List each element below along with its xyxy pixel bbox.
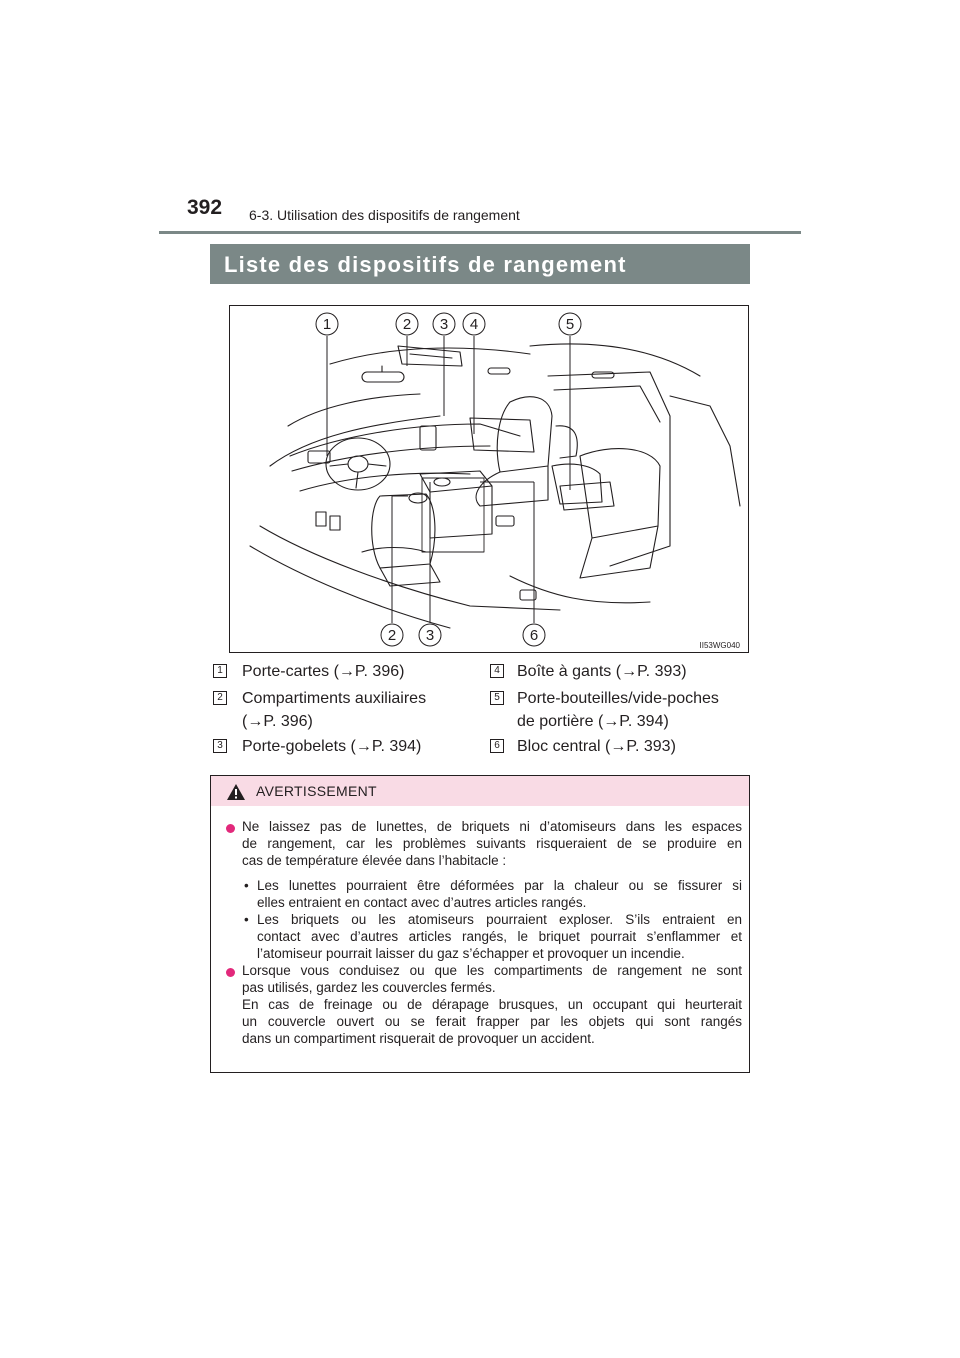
header-rule: [159, 231, 801, 234]
item-number-2: 2: [213, 691, 227, 705]
warning-p2-line4: un couvercle ouvert ou se ferait frapper par les objets qui sont rangés: [242, 1014, 742, 1029]
callout-2: 2: [402, 316, 412, 333]
callout-5: 5: [565, 316, 575, 333]
page-number: 392: [187, 196, 223, 219]
item-label-6: Bloc central (→P. 393): [517, 738, 676, 755]
warning-label: AVERTISSEMENT: [256, 783, 377, 799]
section-title: 6-3. Utilisation des dispositifs de rangement: [249, 207, 520, 223]
item-number-4: 4: [490, 664, 504, 678]
item-label-5-line1: Porte-bouteilles/vide-poches: [517, 690, 719, 707]
page-title: Liste des dispositifs de rangement: [224, 252, 627, 277]
item-label-2-line2: (→P. 396): [242, 713, 313, 730]
warning-bullet-1: [226, 824, 235, 833]
item-number-6: 6: [490, 739, 504, 753]
figure-code: II53WG040: [699, 641, 740, 650]
warning-p1-line2: de rangement, car les problèmes suivants risqueraient de se produire en: [242, 836, 742, 851]
item-number-3: 3: [213, 739, 227, 753]
warning-sub2-line3: l’atomiseur pourrait laisser du gaz s’échapper et provoquer un incendie.: [257, 946, 685, 961]
warning-p1-line1: Ne laissez pas de lunettes, de briquets ni d’atomiseurs dans les espaces: [242, 819, 742, 834]
item-label-4: Boîte à gants (→P. 393): [517, 663, 687, 680]
warning-sub-bullet-2: •: [244, 912, 249, 927]
warning-p2-line3: En cas de freinage ou de dérapage brusques, un occupant qui heurterait: [242, 997, 742, 1012]
warning-p2-line2: pas utilisés, gardez les couvercles fermés.: [242, 980, 496, 995]
warning-sub1-line2: elles entraient en contact avec d’autres articles rangés.: [257, 895, 587, 910]
callout-3: 3: [439, 316, 449, 333]
warning-bullet-2: [226, 968, 235, 977]
item-number-1: 1: [213, 664, 227, 678]
warning-p2-line5: dans un compartiment risquerait de provoquer un accident.: [242, 1031, 595, 1046]
warning-sub-bullet-1: •: [244, 878, 249, 893]
callout-bottom-3: 3: [425, 627, 435, 644]
item-label-3: Porte-gobelets (→P. 394): [242, 738, 422, 755]
callout-1: 1: [322, 316, 332, 333]
warning-sub2-line1: Les briquets ou les atomiseurs pourraient exploser. S’ils entraient en: [257, 912, 742, 927]
warning-p2-line1: Lorsque vous conduisez ou que les compartiments de rangement ne sont: [242, 963, 742, 978]
warning-sub2-line2: contact avec d’autres articles rangés, le briquet pourrait s’enflammer et: [257, 929, 742, 944]
warning-p1-line3: cas de température élevée dans l’habitacle :: [242, 853, 507, 868]
car-interior-drawing: [230, 306, 748, 652]
item-label-2-line1: Compartiments auxiliaires: [242, 690, 427, 707]
warning-sub1-line1: Les lunettes pourraient être déformées par la chaleur ou se fissurer si: [257, 878, 742, 893]
item-number-5: 5: [490, 691, 504, 705]
interior-illustration: [229, 305, 749, 653]
item-label-1: Porte-cartes (→P. 396): [242, 663, 405, 680]
callout-bottom-6: 6: [529, 627, 539, 644]
item-label-5-line2: de portière (→P. 394): [517, 713, 669, 730]
callout-4: 4: [469, 316, 479, 333]
warning-triangle-icon: [226, 783, 246, 801]
callout-bottom-2: 2: [387, 627, 397, 644]
